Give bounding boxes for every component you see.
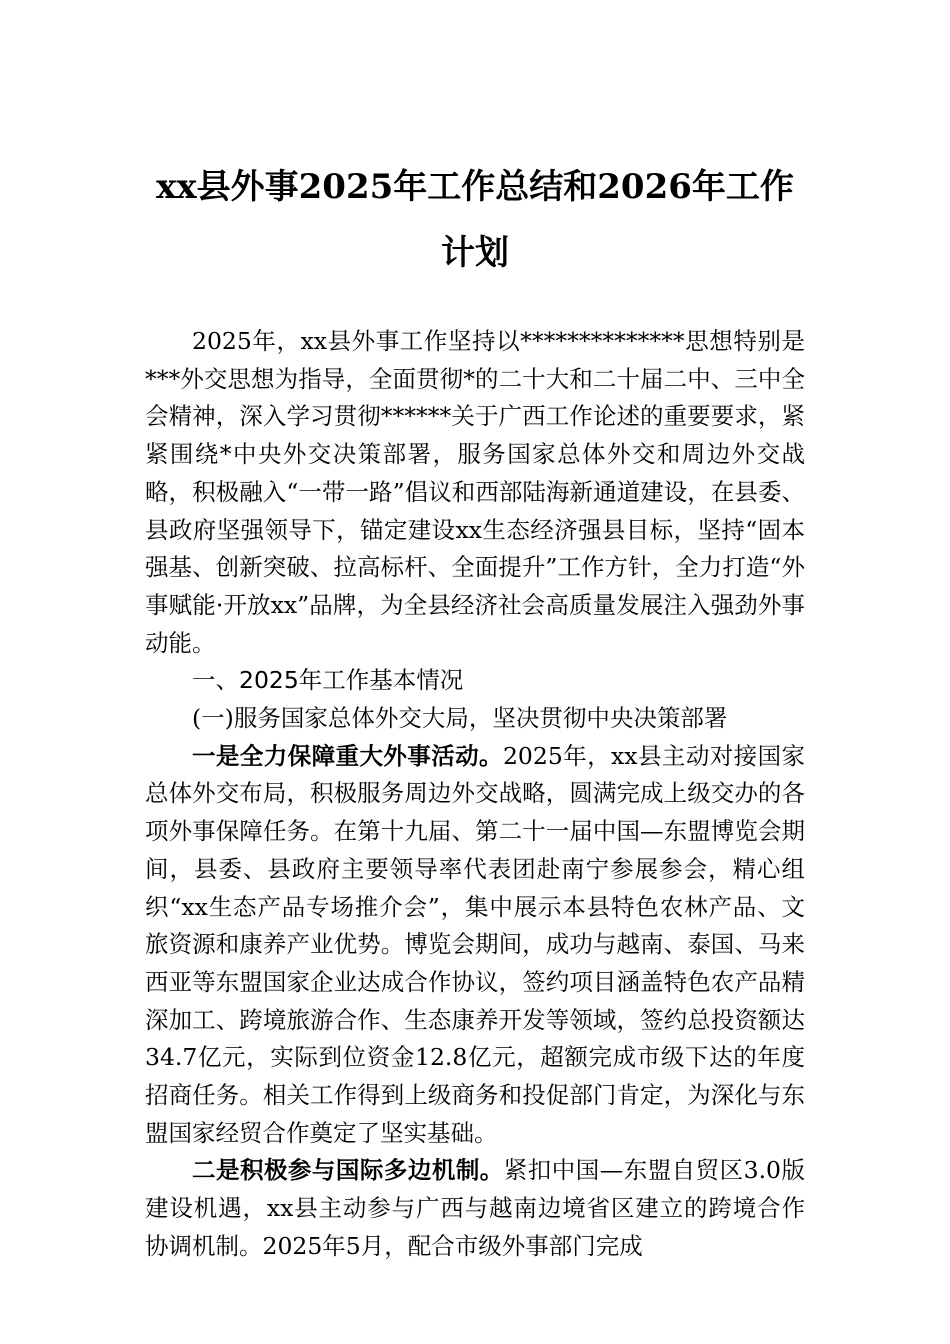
- document-title-line2: 计划: [441, 233, 509, 273]
- intro-paragraph: 2025年，xx县外事工作坚持以**************思想特别是***外交思想为指导，全面贯彻*的二十大和二十届二中、三中全会精神，深入学习贯彻******关于广西工作论述的重要要求，紧紧围绕*中央外交决策部署，服务国家总体外交和周边外交战略，积极融入“一带一路”倡议和西部陆海新通道建设，在县委、县政府坚强领导下，锚定建设xx生态经济强县目标，坚持“固本强基、创新突破、拉高标杆、全面提升”工作方针，全力打造“外事赋能·开放xx”品牌，为全县经济社会高质量发展注入强劲外事动能。: [145, 327, 805, 657]
- subsection-heading: (一)服务国家总体外交大局，坚决贯彻中央决策部署: [192, 704, 728, 733]
- document-body: [145, 323, 805, 1266]
- item-paragraph-1: [145, 738, 805, 1153]
- document-title-line1: xx县外事2025年工作总结和2026年工作: [156, 167, 794, 207]
- item-lead-2: 二是积极参与国际多边机制。: [192, 1156, 504, 1185]
- item-paragraph-2: [145, 1152, 805, 1265]
- item-body-2: 紧扣中国—东盟自贸区3.0版建设机遇，xx县主动参与广西与越南边境省区建立的跨境合作协调机制。2025年5月，配合市级外事部门完成: [145, 1156, 805, 1260]
- section-heading: 一、2025年工作基本情况: [192, 666, 464, 695]
- item-lead-1: 一是全力保障重大外事活动。: [192, 741, 503, 770]
- item-body-1: 2025年，xx县主动对接国家总体外交布局，积极服务周边外交战略，圆满完成上级交办的各项外事保障任务。在第十九届、第二十一届中国—东盟博览会期间，县委、县政府主要领导率代表团赴南宁参展参会，精心组织“xx生态产品专场推介会”，集中展示本县特色农林产品、文旅资源和康养产业优势。博览会期间，成功与越南、泰国、马来西亚等东盟国家企业达成合作协议，签约项目涵盖特色农产品精深加工、跨境旅游合作、生态康养开发等领域，签约总投资额达34.7亿元，实际到位资金12.8亿元，超额完成市级下达的年度招商任务。相关工作得到上级商务和投促部门肯定，为深化与东盟国家经贸合作奠定了坚实基础。: [145, 741, 806, 1147]
